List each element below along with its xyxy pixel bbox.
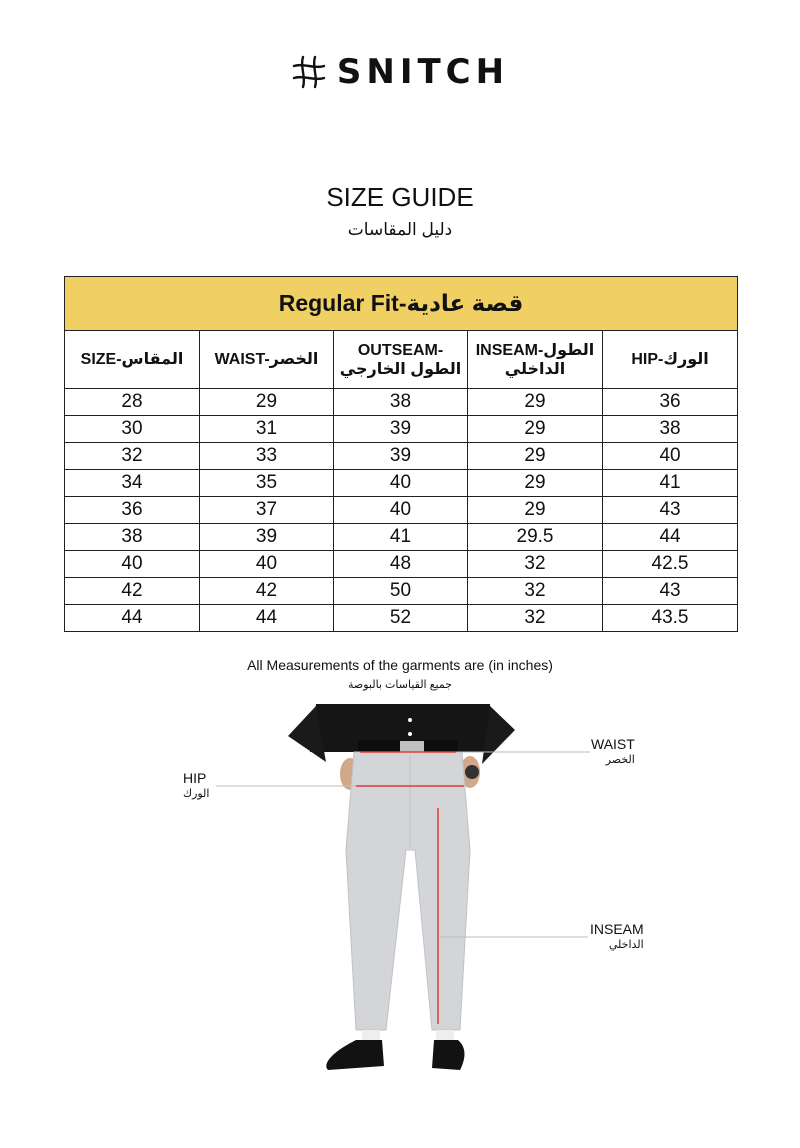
table-cell: 29 [468,416,603,443]
table-cell: 36 [65,497,200,524]
hash-grid-logo-icon [291,54,327,90]
table-cell: 32 [468,578,603,605]
size-table [64,276,738,632]
table-cell: 32 [468,605,603,632]
table-cell: 48 [334,551,468,578]
table-cell: 32 [468,551,603,578]
table-row [65,443,738,470]
waist-label-en: WAIST [591,736,635,752]
hip-label-ar: الورك [183,788,210,800]
table-cell: 41 [603,470,738,497]
brand-logo [0,52,800,92]
table-row [65,578,738,605]
table-row [65,551,738,578]
trouser-model-illustration [170,700,650,1140]
table-cell: 29 [468,497,603,524]
column-header-label: SIZE-المقاس [80,351,184,368]
inseam-label-ar: الداخلي [608,939,644,951]
measurement-note-arabic: جميع القياسات بالبوصة [347,679,453,691]
table-cell: 42.5 [603,551,738,578]
hip-label [183,770,209,802]
column-header [200,331,334,389]
table-cell: 39 [200,524,334,551]
brand-name: SNITCH [336,52,510,92]
table-row [65,389,738,416]
table-cell: 41 [334,524,468,551]
table-cell: 33 [200,443,334,470]
table-row [65,497,738,524]
column-header-label: HIP-الورك [631,351,709,368]
table-cell: 38 [65,524,200,551]
table-cell: 31 [200,416,334,443]
fit-band-label: Regular Fit-قصة عادية [278,290,524,316]
trouser-shape [346,752,470,1030]
table-cell: 40 [65,551,200,578]
table-cell: 39 [334,416,468,443]
column-header-label: INSEAM-الطول [475,341,595,359]
page-title-arabic: دليل المقاسات [347,220,453,239]
table-cell: 43 [603,497,738,524]
table-cell: 40 [334,470,468,497]
fit-band [65,277,738,331]
table-cell: 29 [468,443,603,470]
table-cell: 29 [468,389,603,416]
inseam-label-en: INSEAM [590,921,644,937]
table-cell: 35 [200,470,334,497]
table-cell: 32 [65,443,200,470]
column-header-label: WAIST-الخصر [214,351,319,368]
hip-label-en: HIP [183,770,207,786]
table-cell: 36 [603,389,738,416]
table-cell: 42 [65,578,200,605]
table-row [65,470,738,497]
table-cell: 44 [65,605,200,632]
column-header-label: OUTSEAM- [357,341,444,359]
column-header [65,331,200,389]
table-cell: 43.5 [603,605,738,632]
table-cell: 39 [334,443,468,470]
column-header-label-ar: الداخلي [504,360,566,378]
right-shoe-shape [432,1040,464,1070]
table-cell: 40 [334,497,468,524]
column-header-label-ar: الطول الخارجي [339,360,462,378]
left-shoe-shape [326,1040,384,1070]
table-cell: 52 [334,605,468,632]
table-cell: 38 [334,389,468,416]
table-cell: 29 [200,389,334,416]
measurement-note: All Measurements of the garments are (in inches) [247,657,553,673]
column-header [603,331,738,389]
inseam-label [590,921,644,953]
table-cell: 40 [603,443,738,470]
page-title: SIZE GUIDE [326,182,474,212]
table-cell: 34 [65,470,200,497]
table-cell: 38 [603,416,738,443]
table-cell: 29.5 [468,524,603,551]
table-cell: 28 [65,389,200,416]
table-cell: 50 [334,578,468,605]
table-cell: 43 [603,578,738,605]
table-cell: 40 [200,551,334,578]
table-cell: 44 [200,605,334,632]
column-header [468,331,603,389]
table-row [65,605,738,632]
table-header-row [65,331,738,389]
table-row [65,524,738,551]
table-cell: 42 [200,578,334,605]
table-cell: 30 [65,416,200,443]
table-cell: 29 [468,470,603,497]
table-cell: 44 [603,524,738,551]
column-header [334,331,468,389]
table-cell: 37 [200,497,334,524]
table-row [65,416,738,443]
waist-label-ar: الخصر [605,754,635,766]
waist-label [591,736,635,768]
